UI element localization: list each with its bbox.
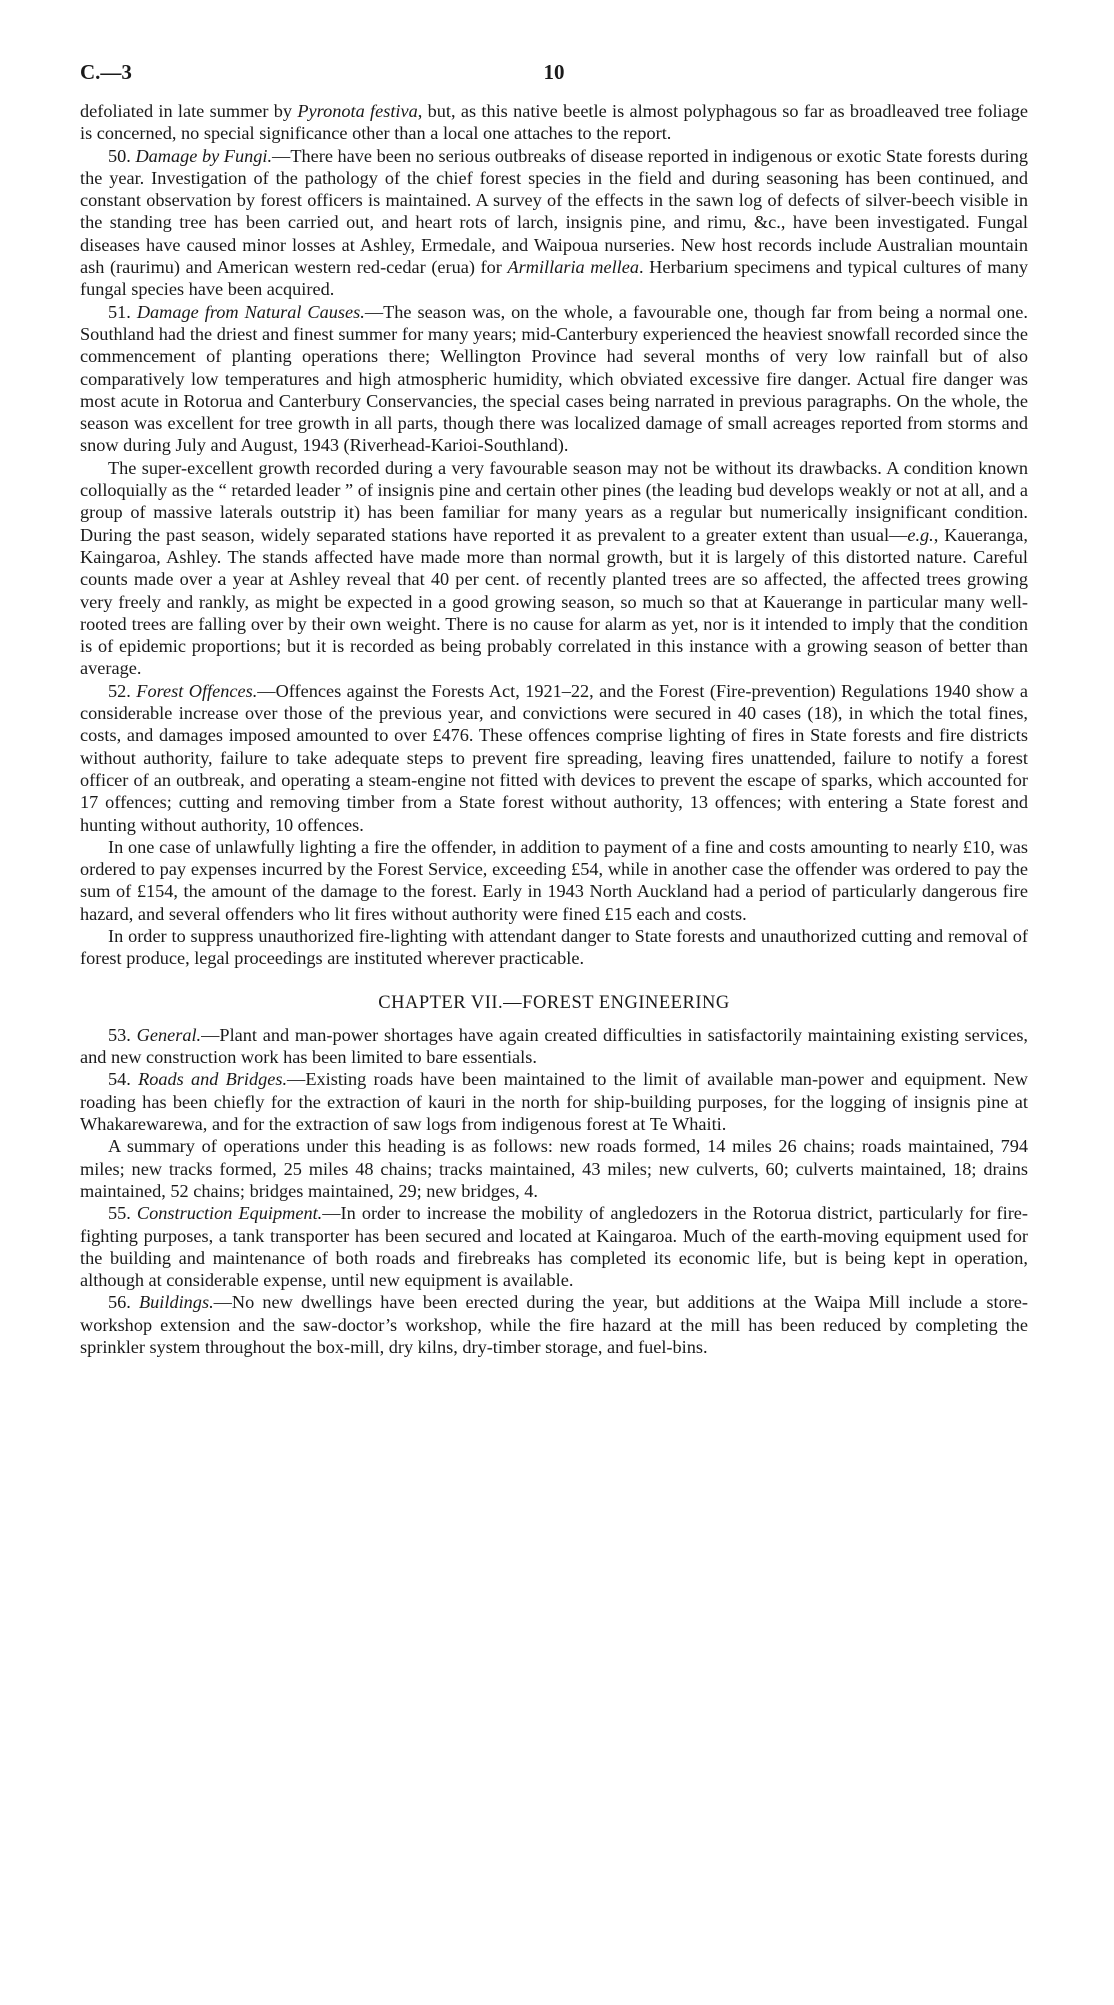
heading-damage-natural-causes: Damage from Natural Causes. xyxy=(136,301,365,322)
page-number: 10 xyxy=(543,60,565,84)
heading-roads-and-bridges: Roads and Bridges. xyxy=(138,1069,288,1090)
chapter-heading: CHAPTER VII.—FOREST ENGINEERING xyxy=(378,992,730,1013)
paragraph-52: 52. Forest Offences.—Offences against the Forests Act, 1921–22, and the Forest (Fire-prevention) Regulations 1940 show a considerable increase over those of the previous year, and convictions were secured in 40 cases (18), in which the total fines, costs, and damages imposed amounted to over £476. These offences comprise lighting of fires in State forests and fire districts without authority, failure to take adequate steps to prevent fire spreading, leaving fires unattended, failure to notify a forest officer of an outbreak, and operating a steam-engine not fitted with devices to prevent the escape of sparks, which accounted for 17 offences; cutting and removing timber from a State forest without authority, 13 offences; with entering a State forest and hunting without authority, 10 offences. xyxy=(80,680,1029,835)
paragraph-52-closing: In order to suppress unauthorized fire-lighting with attendant danger to State forests and unauthorized cutting and removal of forest produce, legal proceedings are instituted wherever practicable. xyxy=(80,925,1028,969)
paragraph-52-continued: In one case of unlawfully lighting a fire the offender, in addition to payment of a fine and costs amounting to nearly £10, was ordered to pay expenses incurred by the Forest Service, exceeding £54, while in another case the offender was ordered to pay the sum of £154, the amount of the damage to the forest. Early in 1943 North Auckland had a period of particularly dangerous fire hazard, and several offenders who lit fires without authority were fined £15 each and costs. xyxy=(80,836,1028,924)
heading-forest-offences: Forest Offences. xyxy=(136,680,258,701)
heading-general: General. xyxy=(136,1024,202,1045)
paragraph-54: 54. Roads and Bridges.—Existing roads have been maintained to the limit of available man-power and equipment. New roading has been chiefly for the extraction of kauri in the north for ship-building purposes, for the logging of insignis pine at Whakarewarewa, and for the extraction of saw logs from indigenous forest at Te Whaiti. xyxy=(80,1069,1028,1135)
paragraph-56: 56. Buildings.—No new dwellings have been erected during the year, but additions at the Waipa Mill include a store-workshop extension and the saw-doctor’s workshop, while the fire hazard at the mill has been reduced by completing the sprinkler system throughout the box-mill, dry kilns, dry-timber storage, and fuel-bins. xyxy=(80,1292,1028,1358)
heading-construction-equipment: Construction Equipment. xyxy=(136,1203,323,1224)
page-header xyxy=(80,60,1028,92)
paragraph-51-continued: The super-excellent growth recorded during a very favourable season may not be without its drawbacks. A condition known colloquially as the “ retarded leader ” of insignis pine and certain other pines (the leading bud develops weakly or not at all, and a group of massive laterals outstrip it) has been familiar for many years as a regular but numerically insignificant condition. During the past season, widely separated stations have reported it as prevalent to a greater extent than usual—e.g., Kaueranga, Kaingaroa, Ashley. The stands affected have made more than normal growth, but it is largely of this distorted nature. Careful counts made over a year at Ashley reveal that 40 per cent. of recently planted trees are so affected, the affected trees growing very freely and rankly, as might be expected in a good growing season, so much so that at Kauerange in particular many well-rooted trees are falling over by their own weight. There is no cause for alarm as yet, nor is it intended to imply that the condition is of epidemic proportions; but it is recorded as being probably correlated in this instance with a growing season of better than average. xyxy=(80,457,1028,679)
paragraph-continued: defoliated in late summer by Pyronota festiva, but, as this native beetle is almost polyphagous so far as broadleaved tree foliage is concerned, no special significance other than a local one attaches to the report. xyxy=(80,101,1029,144)
paragraph-55: 55. Construction Equipment.—In order to increase the mobility of angledozers in the Rotorua district, particularly for fire-fighting purposes, a tank transporter has been secured and located at Kaingaroa. Much of the earth-moving equipment used for the building and maintenance of both roads and firebreaks has completed its economic life, but is being kept in operation, although at considerable expense, until new equipment is available. xyxy=(80,1203,1029,1291)
heading-damage-by-fungi: Damage by Fungi. xyxy=(135,145,273,166)
paragraph-53: 53. General.—Plant and man-power shortages have again created difficulties in satisfactorily maintaining existing services, and new construction work has been limited to bare essentials. xyxy=(80,1024,1029,1068)
paragraph-51: 51. Damage from Natural Causes.—The season was, on the whole, a favourable one, though far from being a normal one. Southland had the driest and finest summer for many years; mid-Canterbury experienced the heaviest snowfall recorded since the commencement of planting operations there; Wellington Province had several months of very low rainfall but of also comparatively low temperatures and high atmospheric humidity, which obviated excessive fire danger. Actual fire danger was most acute in Rotorua and Canterbury Conservancies, the special cases being narrated in previous paragraphs. On the whole, the season was excellent for tree growth in all parts, though there was localized damage of small acreages reported from storms and snow during July and August, 1943 (Riverhead-Karioi-Southland). xyxy=(80,301,1028,456)
document-reference: C.—3 xyxy=(80,60,132,84)
paragraph-50: 50. Damage by Fungi.—There have been no serious outbreaks of disease reported in indigenous or exotic State forests during the year. Investigation of the pathology of the chief forest species in the field and during seasoning has been continued, and constant observation by forest officers is maintained. A survey of the effects in the sawn log of defects of silver-beech visible in the standing tree has been carried out, and heart rots of larch, insignis pine, and rimu, &c., have been investigated. Fungal diseases have caused minor losses at Ashley, Ermedale, and Waipoua nurseries. New host records include Australian mountain ash (raurimu) and American western red-cedar (erua) for Armillaria mellea. Herbarium specimens and typical cultures of many fungal species have been acquired. xyxy=(80,145,1029,300)
heading-buildings: Buildings. xyxy=(138,1292,214,1313)
document-body xyxy=(80,100,1028,1358)
paragraph-54-summary: A summary of operations under this heading is as follows: new roads formed, 14 miles 26 chains; roads maintained, 794 miles; new tracks formed, 25 miles 48 chains; tracks maintained, 43 miles; new culverts, 60; culverts maintained, 18; drains maintained, 52 chains; bridges maintained, 29; new bridges, 4. xyxy=(80,1136,1028,1201)
